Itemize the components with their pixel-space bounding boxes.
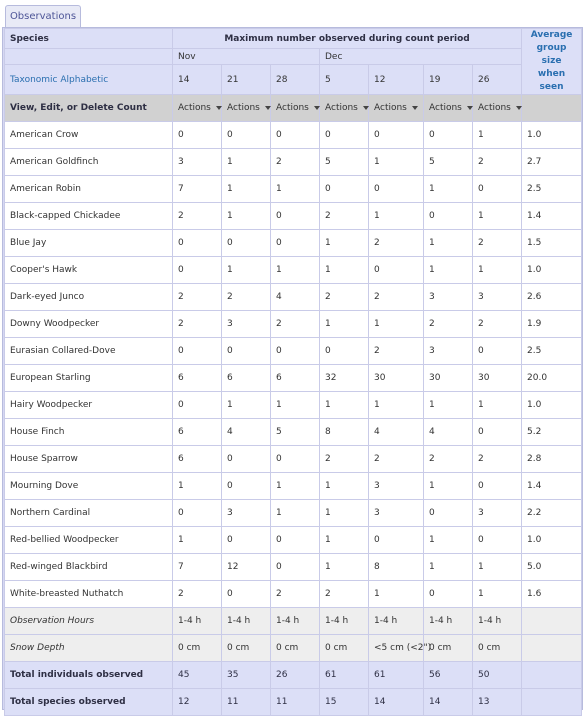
- row-label: Observation Hours: [5, 608, 173, 635]
- row-label: Northern Cardinal: [5, 500, 173, 527]
- count-cell: 0: [369, 527, 424, 554]
- count-cell: 1: [320, 473, 369, 500]
- actions-dropdown[interactable]: [429, 103, 473, 113]
- count-cell: 2: [173, 311, 222, 338]
- count-cell: 0: [173, 230, 222, 257]
- count-cell: 2: [320, 284, 369, 311]
- count-cell: 1-4 h: [271, 608, 320, 635]
- count-cell: 13: [473, 689, 522, 716]
- avg-cell: 2.5: [522, 338, 582, 365]
- actions-cell: [271, 95, 320, 122]
- count-cell: 1-4 h: [369, 608, 424, 635]
- count-cell: 1-4 h: [173, 608, 222, 635]
- day-header: 26: [473, 65, 522, 95]
- count-cell: 0 cm: [424, 635, 473, 662]
- count-cell: 30: [369, 365, 424, 392]
- actions-label: Actions: [374, 103, 407, 113]
- empty-cell: [522, 608, 582, 635]
- row-label: House Finch: [5, 419, 173, 446]
- count-cell: 8: [369, 554, 424, 581]
- view-edit-delete-label: View, Edit, or Delete Count: [5, 95, 173, 122]
- count-cell: 2: [173, 203, 222, 230]
- species-header: Species: [5, 29, 173, 49]
- avg-cell: 2.6: [522, 284, 582, 311]
- tab-observations[interactable]: Observations: [5, 5, 81, 28]
- count-cell: 3: [473, 284, 522, 311]
- count-cell: 1: [271, 257, 320, 284]
- empty-cell: [522, 689, 582, 716]
- count-cell: 3: [424, 284, 473, 311]
- count-cell: 0: [271, 554, 320, 581]
- count-cell: 4: [369, 419, 424, 446]
- count-cell: 6: [173, 419, 222, 446]
- table-row: [5, 419, 582, 446]
- count-cell: 0: [271, 446, 320, 473]
- row-label: Red-winged Blackbird: [5, 554, 173, 581]
- avg-group-size-header: Average group size when seen: [522, 29, 582, 95]
- count-cell: 1: [320, 230, 369, 257]
- day-header: 28: [271, 65, 320, 95]
- count-cell: 0: [473, 527, 522, 554]
- count-cell: 0: [473, 473, 522, 500]
- count-cell: 7: [173, 176, 222, 203]
- table-row: [5, 338, 582, 365]
- count-cell: 0: [424, 122, 473, 149]
- row-label: Cooper's Hawk: [5, 257, 173, 284]
- count-cell: 1: [173, 473, 222, 500]
- row-label: House Sparrow: [5, 446, 173, 473]
- count-cell: 2: [424, 311, 473, 338]
- count-cell: 0: [173, 392, 222, 419]
- actions-label: Actions: [325, 103, 358, 113]
- count-cell: 2: [369, 284, 424, 311]
- row-label: American Goldfinch: [5, 149, 173, 176]
- table-row: [5, 257, 582, 284]
- count-cell: 0: [222, 581, 271, 608]
- count-cell: 2: [271, 581, 320, 608]
- month-dec: Dec: [320, 49, 522, 65]
- row-label: Eurasian Collared-Dove: [5, 338, 173, 365]
- observations-table: [4, 28, 582, 716]
- table-row: [5, 149, 582, 176]
- row-label: Total individuals observed: [5, 662, 173, 689]
- count-cell: 1: [424, 392, 473, 419]
- table-row: [5, 392, 582, 419]
- table-row: [5, 500, 582, 527]
- count-cell: 1: [271, 473, 320, 500]
- count-cell: 12: [173, 689, 222, 716]
- count-cell: 1: [320, 311, 369, 338]
- row-label: Dark-eyed Junco: [5, 284, 173, 311]
- count-cell: 1: [473, 554, 522, 581]
- count-cell: 11: [222, 689, 271, 716]
- row-label: Hairy Woodpecker: [5, 392, 173, 419]
- count-cell: 2: [271, 149, 320, 176]
- avg-cell: 20.0: [522, 365, 582, 392]
- count-cell: 30: [473, 365, 522, 392]
- count-cell: 1: [222, 203, 271, 230]
- count-cell: 1: [320, 527, 369, 554]
- count-cell: 0: [222, 473, 271, 500]
- actions-cell: [424, 95, 473, 122]
- count-cell: 14: [424, 689, 473, 716]
- actions-cell: [173, 95, 222, 122]
- count-cell: 3: [173, 149, 222, 176]
- count-cell: 1: [473, 581, 522, 608]
- count-cell: 2: [424, 446, 473, 473]
- count-cell: 1-4 h: [424, 608, 473, 635]
- avg-cell: 1.0: [522, 122, 582, 149]
- count-cell: 0: [173, 122, 222, 149]
- avg-cell: 1.6: [522, 581, 582, 608]
- day-header: 21: [222, 65, 271, 95]
- count-cell: 0: [473, 176, 522, 203]
- count-cell: 3: [369, 500, 424, 527]
- count-cell: 1: [222, 257, 271, 284]
- count-cell: 5: [271, 419, 320, 446]
- actions-dropdown[interactable]: [227, 103, 271, 113]
- count-cell: 2: [173, 284, 222, 311]
- count-cell: 1: [473, 122, 522, 149]
- actions-label: Actions: [227, 103, 260, 113]
- empty-cell: [522, 662, 582, 689]
- count-cell: 1: [222, 176, 271, 203]
- avg-cell: 1.4: [522, 203, 582, 230]
- count-cell: 1-4 h: [320, 608, 369, 635]
- day-header: 12: [369, 65, 424, 95]
- avg-cell: 2.5: [522, 176, 582, 203]
- table-row: [5, 662, 582, 689]
- chevron-down-icon: [314, 106, 320, 110]
- count-cell: 15: [320, 689, 369, 716]
- count-cell: 3: [222, 311, 271, 338]
- count-cell: 0 cm: [222, 635, 271, 662]
- count-cell: 0: [173, 500, 222, 527]
- avg-cell: 2.7: [522, 149, 582, 176]
- day-header: 14: [173, 65, 222, 95]
- table-row: [5, 230, 582, 257]
- avg-cell: 1.0: [522, 527, 582, 554]
- chevron-down-icon: [363, 106, 369, 110]
- count-cell: 1: [271, 176, 320, 203]
- count-cell: 1: [473, 203, 522, 230]
- count-cell: 2: [473, 311, 522, 338]
- count-cell: 1: [424, 554, 473, 581]
- count-cell: 1: [424, 230, 473, 257]
- count-cell: 5: [320, 149, 369, 176]
- month-nov: Nov: [173, 49, 320, 65]
- count-cell: 1: [369, 311, 424, 338]
- count-cell: 2: [320, 203, 369, 230]
- chevron-down-icon: [216, 106, 222, 110]
- count-cell: 1: [271, 392, 320, 419]
- actions-dropdown[interactable]: [374, 103, 418, 113]
- count-cell: 2: [369, 338, 424, 365]
- count-cell: 1: [320, 500, 369, 527]
- count-cell: 0: [320, 176, 369, 203]
- count-cell: 1: [369, 203, 424, 230]
- taxonomic-alphabetic-link[interactable]: Taxonomic Alphabetic: [5, 65, 173, 95]
- actions-label: Actions: [276, 103, 309, 113]
- count-cell: 0: [320, 338, 369, 365]
- count-cell: 4: [271, 284, 320, 311]
- count-cell: 1: [473, 392, 522, 419]
- count-cell: 1: [222, 149, 271, 176]
- count-cell: 6: [222, 365, 271, 392]
- count-cell: 0: [173, 257, 222, 284]
- table-row: [5, 554, 582, 581]
- count-cell: 1: [424, 473, 473, 500]
- count-cell: 0: [271, 338, 320, 365]
- count-cell: 0: [271, 527, 320, 554]
- count-cell: 0: [222, 527, 271, 554]
- count-cell: 2: [320, 581, 369, 608]
- count-cell: 45: [173, 662, 222, 689]
- count-cell: 3: [369, 473, 424, 500]
- count-cell: 1: [369, 149, 424, 176]
- count-cell: 3: [424, 338, 473, 365]
- count-cell: 0: [222, 338, 271, 365]
- row-label: Total species observed: [5, 689, 173, 716]
- count-cell: 6: [173, 365, 222, 392]
- count-cell: 35: [222, 662, 271, 689]
- count-cell: 1: [320, 392, 369, 419]
- count-cell: 0: [222, 122, 271, 149]
- count-cell: 61: [320, 662, 369, 689]
- count-cell: 0: [473, 419, 522, 446]
- count-cell: 14: [369, 689, 424, 716]
- count-cell: 0: [424, 500, 473, 527]
- count-cell: 3: [222, 500, 271, 527]
- table-row: [5, 635, 582, 662]
- count-cell: 5: [424, 149, 473, 176]
- avg-cell: 5.2: [522, 419, 582, 446]
- actions-dropdown[interactable]: [478, 103, 522, 113]
- chevron-down-icon: [516, 106, 522, 110]
- chevron-down-icon: [467, 106, 473, 110]
- row-label: Black-capped Chickadee: [5, 203, 173, 230]
- count-cell: 0 cm: [320, 635, 369, 662]
- count-cell: 0 cm: [473, 635, 522, 662]
- table-row: [5, 581, 582, 608]
- count-cell: 0: [271, 122, 320, 149]
- count-cell: 2: [473, 446, 522, 473]
- row-label: European Starling: [5, 365, 173, 392]
- row-label: American Crow: [5, 122, 173, 149]
- row-label: White-breasted Nuthatch: [5, 581, 173, 608]
- row-label: Downy Woodpecker: [5, 311, 173, 338]
- count-cell: 8: [320, 419, 369, 446]
- count-cell: 1-4 h: [222, 608, 271, 635]
- avg-cell: 1.0: [522, 257, 582, 284]
- row-label: American Robin: [5, 176, 173, 203]
- count-cell: 30: [424, 365, 473, 392]
- avg-cell: 1.5: [522, 230, 582, 257]
- count-cell: 0: [424, 203, 473, 230]
- actions-cell: [320, 95, 369, 122]
- count-cell: 1: [424, 176, 473, 203]
- count-cell: 11: [271, 689, 320, 716]
- count-cell: 12: [222, 554, 271, 581]
- count-cell: 0: [271, 203, 320, 230]
- chevron-down-icon: [412, 106, 418, 110]
- actions-dropdown[interactable]: [178, 103, 222, 113]
- table-row: [5, 176, 582, 203]
- count-cell: 1: [369, 581, 424, 608]
- avg-cell: 1.9: [522, 311, 582, 338]
- table-row: [5, 311, 582, 338]
- count-cell: 0: [473, 338, 522, 365]
- row-label: Mourning Dove: [5, 473, 173, 500]
- actions-cell: [222, 95, 271, 122]
- species-header-spacer: [5, 49, 173, 65]
- actions-label: Actions: [429, 103, 462, 113]
- count-cell: 32: [320, 365, 369, 392]
- count-cell: 0 cm: [271, 635, 320, 662]
- count-cell: 4: [424, 419, 473, 446]
- count-cell: 7: [173, 554, 222, 581]
- count-cell: 61: [369, 662, 424, 689]
- count-cell: 1: [271, 500, 320, 527]
- count-cell: 2: [369, 230, 424, 257]
- day-header: 5: [320, 65, 369, 95]
- count-cell: 3: [473, 500, 522, 527]
- table-row: [5, 446, 582, 473]
- table-row: [5, 365, 582, 392]
- count-cell: 0: [320, 122, 369, 149]
- count-cell: 0 cm: [173, 635, 222, 662]
- count-cell: 1: [320, 554, 369, 581]
- count-cell: 0: [424, 581, 473, 608]
- count-cell: 26: [271, 662, 320, 689]
- count-cell: 1: [424, 527, 473, 554]
- day-header: 19: [424, 65, 473, 95]
- count-cell: 0: [369, 122, 424, 149]
- avg-cell: 1.0: [522, 392, 582, 419]
- table-row: [5, 473, 582, 500]
- count-cell: 1: [369, 392, 424, 419]
- count-cell: 6: [271, 365, 320, 392]
- row-label: Blue Jay: [5, 230, 173, 257]
- avg-cell: 1.4: [522, 473, 582, 500]
- actions-cell: [369, 95, 424, 122]
- max-observed-header: Maximum number observed during count period: [173, 29, 522, 49]
- count-cell: 2: [173, 581, 222, 608]
- actions-cell: [473, 95, 522, 122]
- table-row: [5, 608, 582, 635]
- count-cell: 6: [173, 446, 222, 473]
- count-cell: 0: [369, 176, 424, 203]
- count-cell: 50: [473, 662, 522, 689]
- actions-label: Actions: [178, 103, 211, 113]
- count-cell: 1: [424, 257, 473, 284]
- count-cell: 1: [320, 257, 369, 284]
- table-row: [5, 284, 582, 311]
- count-cell: 2: [473, 149, 522, 176]
- table-row: [5, 527, 582, 554]
- count-cell: 1: [222, 392, 271, 419]
- avg-cell: 2.8: [522, 446, 582, 473]
- actions-dropdown[interactable]: [325, 103, 369, 113]
- count-cell: 56: [424, 662, 473, 689]
- count-cell: 2: [271, 311, 320, 338]
- table-row: [5, 203, 582, 230]
- count-cell: 0: [369, 257, 424, 284]
- avg-cell: 5.0: [522, 554, 582, 581]
- count-cell: <5 cm (<2"): [369, 635, 424, 662]
- count-cell: 1-4 h: [473, 608, 522, 635]
- count-cell: 0: [222, 446, 271, 473]
- count-cell: 0: [271, 230, 320, 257]
- count-cell: 1: [473, 257, 522, 284]
- actions-dropdown[interactable]: [276, 103, 320, 113]
- count-cell: 2: [320, 446, 369, 473]
- count-cell: 2: [222, 284, 271, 311]
- table-row: [5, 689, 582, 716]
- count-cell: 0: [173, 338, 222, 365]
- avg-cell: 2.2: [522, 500, 582, 527]
- table-row: [5, 122, 582, 149]
- row-label: Snow Depth: [5, 635, 173, 662]
- actions-spacer: [522, 95, 582, 122]
- row-label: Red-bellied Woodpecker: [5, 527, 173, 554]
- count-cell: 2: [369, 446, 424, 473]
- actions-label: Actions: [478, 103, 511, 113]
- count-cell: 4: [222, 419, 271, 446]
- count-cell: 1: [173, 527, 222, 554]
- empty-cell: [522, 635, 582, 662]
- count-cell: 0: [222, 230, 271, 257]
- count-cell: 2: [473, 230, 522, 257]
- chevron-down-icon: [265, 106, 271, 110]
